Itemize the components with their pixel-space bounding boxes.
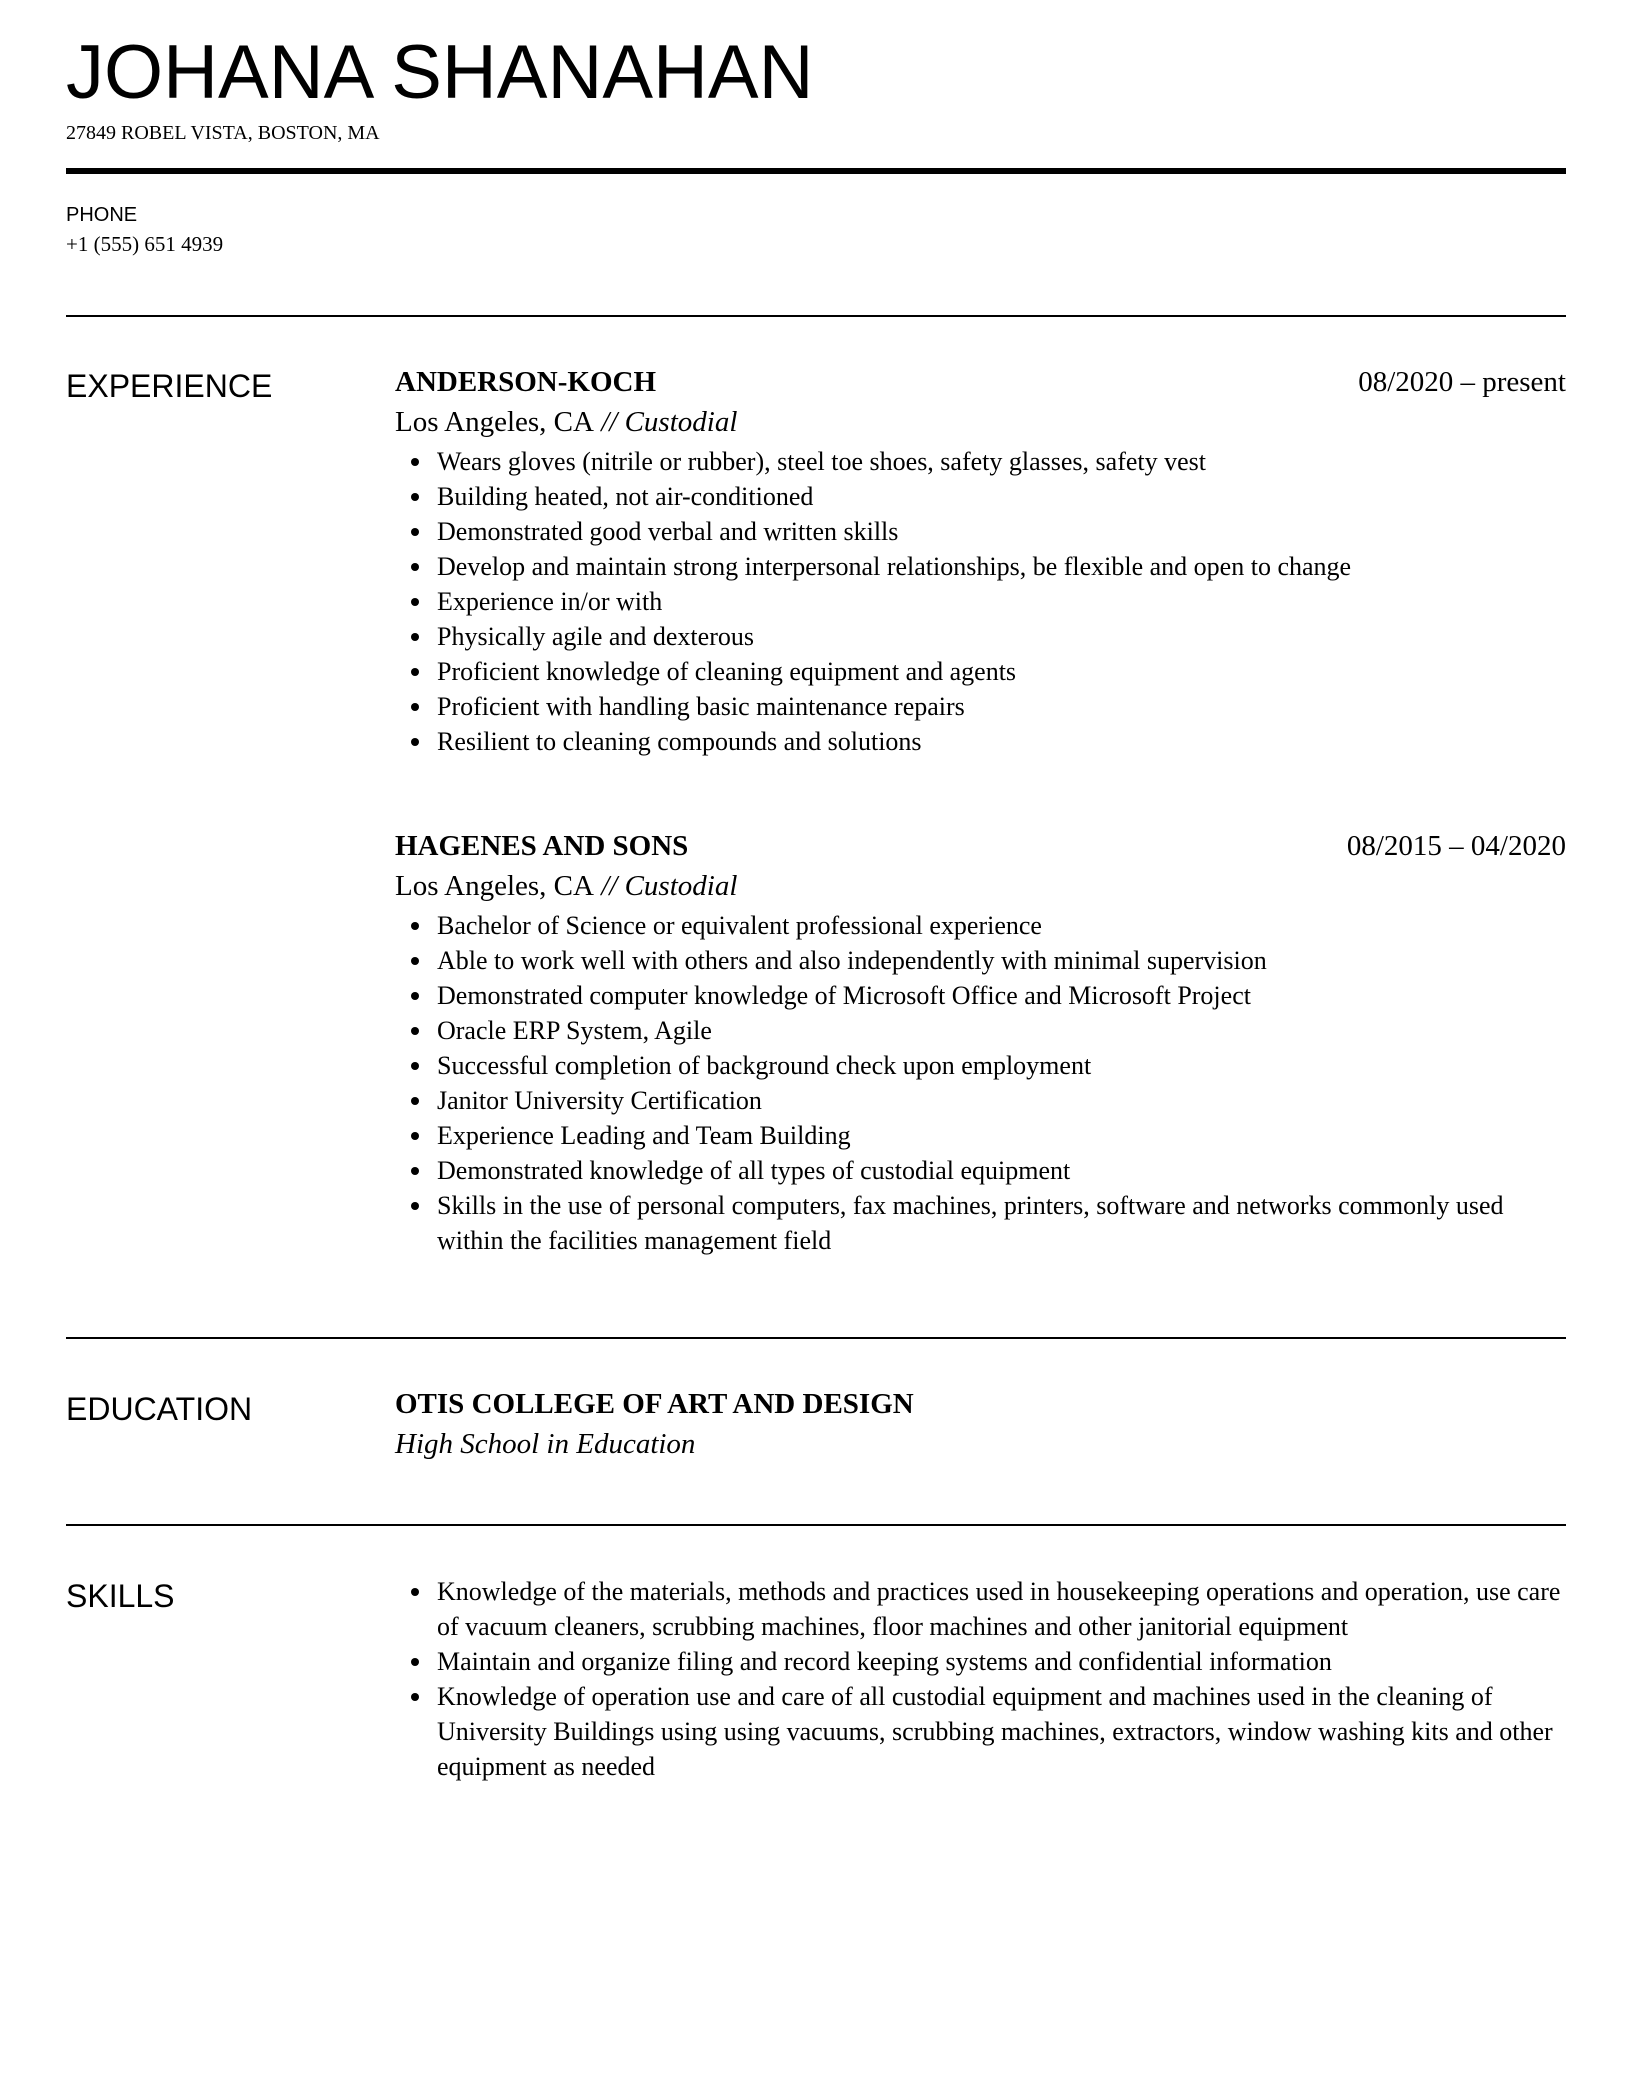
list-item <box>395 1679 1566 1784</box>
job-subline <box>395 402 1566 442</box>
bullet-icon <box>411 1202 419 1210</box>
job-bullet-list <box>395 444 1566 759</box>
bullet-icon <box>411 598 419 606</box>
section-divider <box>66 1524 1566 1526</box>
job-separator: // <box>593 870 625 902</box>
list-item <box>395 444 1566 479</box>
list-item <box>395 654 1566 689</box>
bullet-icon <box>411 1693 419 1701</box>
experience-job <box>395 826 1566 1258</box>
bullet-text: Experience in/or with <box>437 587 663 616</box>
experience-section-title: EXPERIENCE <box>66 368 273 404</box>
bullet-icon <box>411 668 419 676</box>
job-subline <box>395 866 1566 906</box>
bullet-icon <box>411 922 419 930</box>
skills-entry <box>395 1574 1566 1784</box>
education-degree: High School in Education <box>395 1428 696 1460</box>
bullet-icon <box>411 633 419 641</box>
candidate-name: JOHANA SHANAHAN <box>66 30 814 115</box>
skills-bullet-list <box>395 1574 1566 1784</box>
bullet-text: Maintain and organize filing and record keeping systems and confidential information <box>437 1647 1332 1676</box>
bullet-text: Oracle ERP System, Agile <box>437 1016 712 1045</box>
list-item <box>395 689 1566 724</box>
bullet-text: Demonstrated good verbal and written skills <box>437 517 899 546</box>
job-dates: 08/2015 – 04/2020 <box>1346 830 1566 862</box>
bullet-icon <box>411 528 419 536</box>
bullet-text: Janitor University Certification <box>437 1086 762 1115</box>
bullet-text: Demonstrated computer knowledge of Microsoft Office and Microsoft Project <box>437 981 1251 1010</box>
list-item <box>395 1118 1566 1153</box>
list-item <box>395 1048 1566 1083</box>
education-entry <box>395 1384 1566 1464</box>
list-item <box>395 514 1566 549</box>
bullet-icon <box>411 703 419 711</box>
list-item <box>395 1644 1566 1679</box>
bullet-icon <box>411 458 419 466</box>
bullet-text: Develop and maintain strong interpersonal relationships, be flexible and open to change <box>437 552 1352 581</box>
bullet-icon <box>411 1027 419 1035</box>
job-role: Custodial <box>624 870 738 902</box>
bullet-icon <box>411 1097 419 1105</box>
list-item <box>395 584 1566 619</box>
bullet-text: Proficient with handling basic maintenance repairs <box>437 692 965 721</box>
education-school: OTIS COLLEGE OF ART AND DESIGN <box>395 1388 914 1420</box>
bullet-icon <box>411 992 419 1000</box>
section-divider <box>66 1337 1566 1339</box>
bullet-icon <box>411 957 419 965</box>
bullet-icon <box>411 493 419 501</box>
bullet-icon <box>411 1167 419 1175</box>
bullet-text: Successful completion of background check upon employment <box>437 1051 1092 1080</box>
list-item <box>395 908 1566 943</box>
candidate-address: 27849 ROBEL VISTA, BOSTON, MA <box>66 122 380 144</box>
education-section-title: EDUCATION <box>66 1391 253 1427</box>
bullet-icon <box>411 563 419 571</box>
list-item <box>395 978 1566 1013</box>
bullet-text: Skills in the use of personal computers, fax machines, printers, software and networks commonly used within the facilities management field <box>437 1191 1504 1255</box>
bullet-text: Physically agile and dexterous <box>437 622 754 651</box>
list-item <box>395 1574 1566 1644</box>
job-separator: // <box>593 406 625 438</box>
list-item <box>395 1013 1566 1048</box>
bullet-text: Experience Leading and Team Building <box>437 1121 851 1150</box>
bullet-text: Able to work well with others and also independently with minimal supervision <box>437 946 1267 975</box>
bullet-text: Knowledge of the materials, methods and practices used in housekeeping operations and operation, use care of vacuum cleaners, scrubbing machines, floor machines and other janitorial equipment <box>437 1577 1561 1641</box>
list-item <box>395 1188 1566 1258</box>
skills-section-title: SKILLS <box>66 1578 175 1614</box>
bullet-icon <box>411 738 419 746</box>
bullet-icon <box>411 1588 419 1596</box>
job-role: Custodial <box>624 406 738 438</box>
section-divider <box>66 315 1566 317</box>
job-location: Los Angeles, CA <box>395 870 594 902</box>
bullet-text: Resilient to cleaning compounds and solutions <box>437 727 922 756</box>
experience-job <box>395 362 1566 759</box>
job-bullet-list <box>395 908 1566 1258</box>
job-company: HAGENES AND SONS <box>395 830 689 862</box>
job-location: Los Angeles, CA <box>395 406 594 438</box>
bullet-text: Bachelor of Science or equivalent professional experience <box>437 911 1042 940</box>
list-item <box>395 479 1566 514</box>
list-item <box>395 724 1566 759</box>
list-item <box>395 549 1566 584</box>
bullet-icon <box>411 1132 419 1140</box>
phone-value: +1 (555) 651 4939 <box>66 232 224 256</box>
bullet-icon <box>411 1658 419 1666</box>
bullet-text: Building heated, not air-conditioned <box>437 482 814 511</box>
job-company: ANDERSON-KOCH <box>395 366 657 398</box>
list-item <box>395 619 1566 654</box>
job-header <box>395 362 1566 402</box>
bullet-text: Knowledge of operation use and care of all custodial equipment and machines used in the cleaning of University Buildings using using vacuums, scrubbing machines, extractors, window washing kits and other equipment as needed <box>437 1682 1553 1781</box>
list-item <box>395 1083 1566 1118</box>
phone-label: PHONE <box>66 204 138 226</box>
bullet-text: Proficient knowledge of cleaning equipment and agents <box>437 657 1017 686</box>
job-header <box>395 826 1566 866</box>
header-divider <box>66 168 1566 174</box>
list-item <box>395 943 1566 978</box>
bullet-text: Demonstrated knowledge of all types of custodial equipment <box>437 1156 1071 1185</box>
job-dates: 08/2020 – present <box>1358 366 1566 398</box>
bullet-text: Wears gloves (nitrile or rubber), steel toe shoes, safety glasses, safety vest <box>437 447 1207 476</box>
bullet-icon <box>411 1062 419 1070</box>
list-item <box>395 1153 1566 1188</box>
